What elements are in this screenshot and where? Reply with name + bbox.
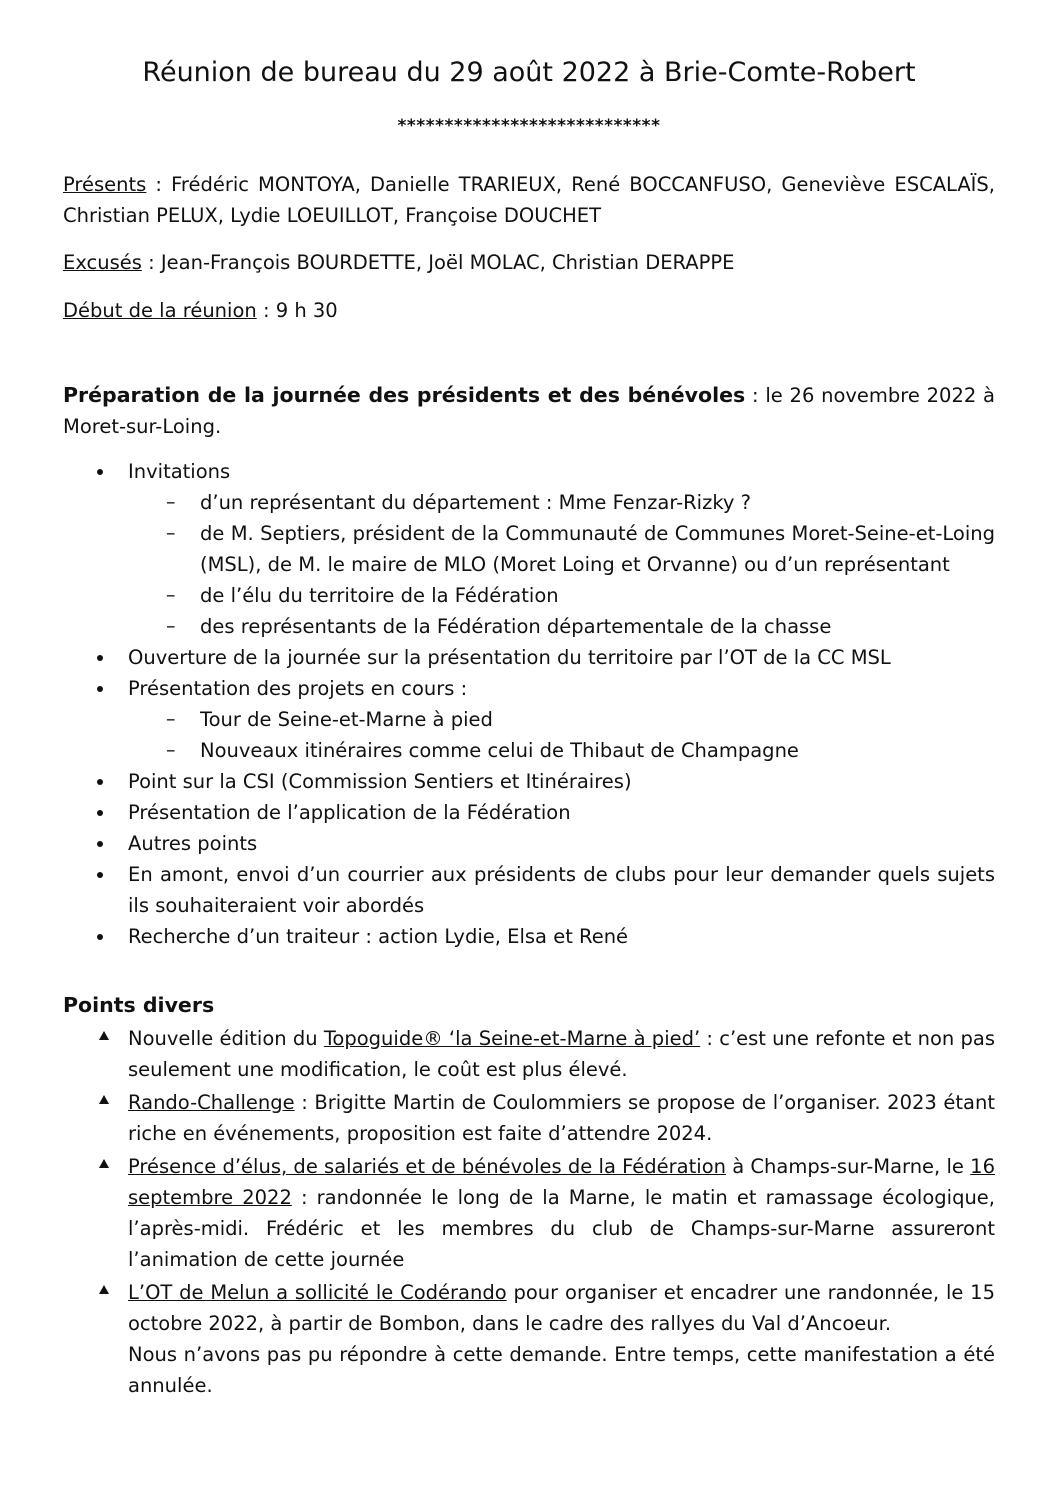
arrow-bullet-icon [99,1159,109,1168]
sub-item-text: de M. Septiers, président de la Communauté de Communes Moret-Seine-et-Loing (MSL), de M. le maire de MLO (Moret Loing et Orvanne) ou d’un représentant [200,522,995,576]
arrow-bullet-icon [99,1095,109,1104]
melun-title: L’OT de Melun a sollicité le Codérando [128,1281,507,1304]
sub-item [128,611,995,642]
presence-title: Présence d’élus, de salariés et de bénévoles de la Fédération [128,1155,726,1178]
preparation-paragraph [63,380,995,442]
sub-item [128,735,995,766]
invitations-label: Invitations [128,460,231,483]
topoguide-title: Topoguide® ‘la Seine-et-Marne à pied’ [323,1027,701,1050]
points-divers-list [63,1023,995,1403]
bullet-dot [97,841,103,847]
preparation-bullet-list [63,456,995,952]
bullet-text: Ouverture de la journée sur la présentation du territoire par l’OT de la CC MSL [128,646,891,669]
bullet-text: Recherche d’un traiteur : action Lydie, Elsa et René [128,925,629,948]
point-text: Nous n’avons pas pu répondre à cette demande. Entre temps, cette manifestation a été annulée. [128,1343,995,1397]
bullet-text: Autres points [128,832,258,855]
debut-label: Début de la réunion [63,299,257,322]
sub-item-text: de l’élu du territoire de la Fédération [200,584,559,607]
point-text: Nouvelle édition du [128,1027,324,1050]
projets-sub-list [128,704,995,766]
bullet-autres [63,828,995,859]
bullet-dot [97,655,103,661]
point-topoguide [63,1023,995,1085]
point-presence [63,1151,995,1275]
presents-names: Frédéric MONTOYA, Danielle TRARIEUX, René BOCCANFUSO, Geneviève ESCALAÏS, Christian PELUX, Lydie LOEUILLOT, Françoise DOUCHET [63,173,996,227]
debut-paragraph [63,295,995,326]
sub-item [128,580,995,611]
excuses-names: Jean-François BOURDETTE, Joël MOLAC, Christian DERAPPE [160,251,735,274]
excuses-paragraph [63,247,995,278]
debut-colon: : [256,299,276,322]
invitations-sub-list [128,487,995,642]
point-melun [63,1277,995,1401]
dash-mark: – [166,615,176,637]
sub-item-text: Tour de Seine-et-Marne à pied [200,708,493,731]
sub-item [128,487,995,518]
point-text: à Champs-sur-Marne, le [725,1155,971,1178]
presents-colon: : [146,173,172,196]
bullet-csi [63,766,995,797]
sub-item-text: des représentants de la Fédération départementale de la chasse [200,615,832,638]
preparation-text: : le 26 novembre 2022 à Moret-sur-Loing. [63,384,995,438]
excuses-colon: : [141,251,161,274]
dash-mark: – [166,708,176,730]
dash-mark: – [166,584,176,606]
sub-item [128,518,995,580]
sub-item-text: d’un représentant du département : Mme Fenzar-Rizky ? [200,491,752,514]
separator-stars: **************************** [397,116,661,136]
point-text: pour organiser et encadrer une randonnée, le 15 octobre 2022, à partir de Bombon, dans le cadre des rallyes du Val d’Ancoeur. [128,1281,995,1335]
debut-time: 9 h 30 [275,299,338,322]
dash-mark: – [166,522,176,544]
preparation-heading: Préparation de la journée des présidents et des bénévoles [63,383,746,407]
bullet-ouverture [63,642,995,673]
bullet-text: En amont, envoi d’un courrier aux présidents de clubs pour leur demander quels sujets ils souhaiteraient voir abordés [128,863,995,917]
bullet-dot [97,469,103,475]
bullet-invitations [63,456,995,642]
sub-item-text: Nouveaux itinéraires comme celui de Thibaut de Champagne [200,739,799,762]
points-divers-heading: Points divers [63,993,215,1017]
dash-mark: – [166,739,176,761]
arrow-bullet-icon [99,1285,109,1294]
point-text: : Brigitte Martin de Coulommiers se propose de l’organiser. 2023 étant riche en événements, proposition est faite d’attendre 2024. [128,1091,995,1145]
bullet-text: Point sur la CSI (Commission Sentiers et Itinéraires) [128,770,632,793]
rando-challenge-title: Rando-Challenge [128,1091,295,1114]
presence-date: 16 septembre 2022 [128,1155,995,1209]
arrow-bullet-icon [99,1031,109,1040]
bullet-text: Présentation de l’application de la Fédération [128,801,571,824]
point-text: : randonnée le long de la Marne, le matin et ramassage écologique, l’après-midi. Frédéric et les membres du club de Champs-sur-Marne assureront l’animation de cette journée [128,1186,995,1271]
point-rando-challenge [63,1087,995,1149]
bullet-traiteur [63,921,995,952]
document-title: Réunion de bureau du 29 août 2022 à Brie-Comte-Robert [142,57,916,88]
projets-label: Présentation des projets en cours : [128,677,468,700]
dash-mark: – [166,491,176,513]
bullet-application [63,797,995,828]
bullet-dot [97,779,103,785]
bullet-projets [63,673,995,766]
presents-label: Présents [63,173,147,196]
bullet-dot [97,686,103,692]
sub-item [128,704,995,735]
bullet-dot [97,810,103,816]
excuses-label: Excusés [63,251,142,274]
bullet-dot [97,934,103,940]
bullet-amont [63,859,995,921]
presents-paragraph [63,169,995,231]
point-text: : c’est une refonte et non pas seulement une modification, le coût est plus élevé. [128,1027,995,1081]
bullet-dot [97,872,103,878]
